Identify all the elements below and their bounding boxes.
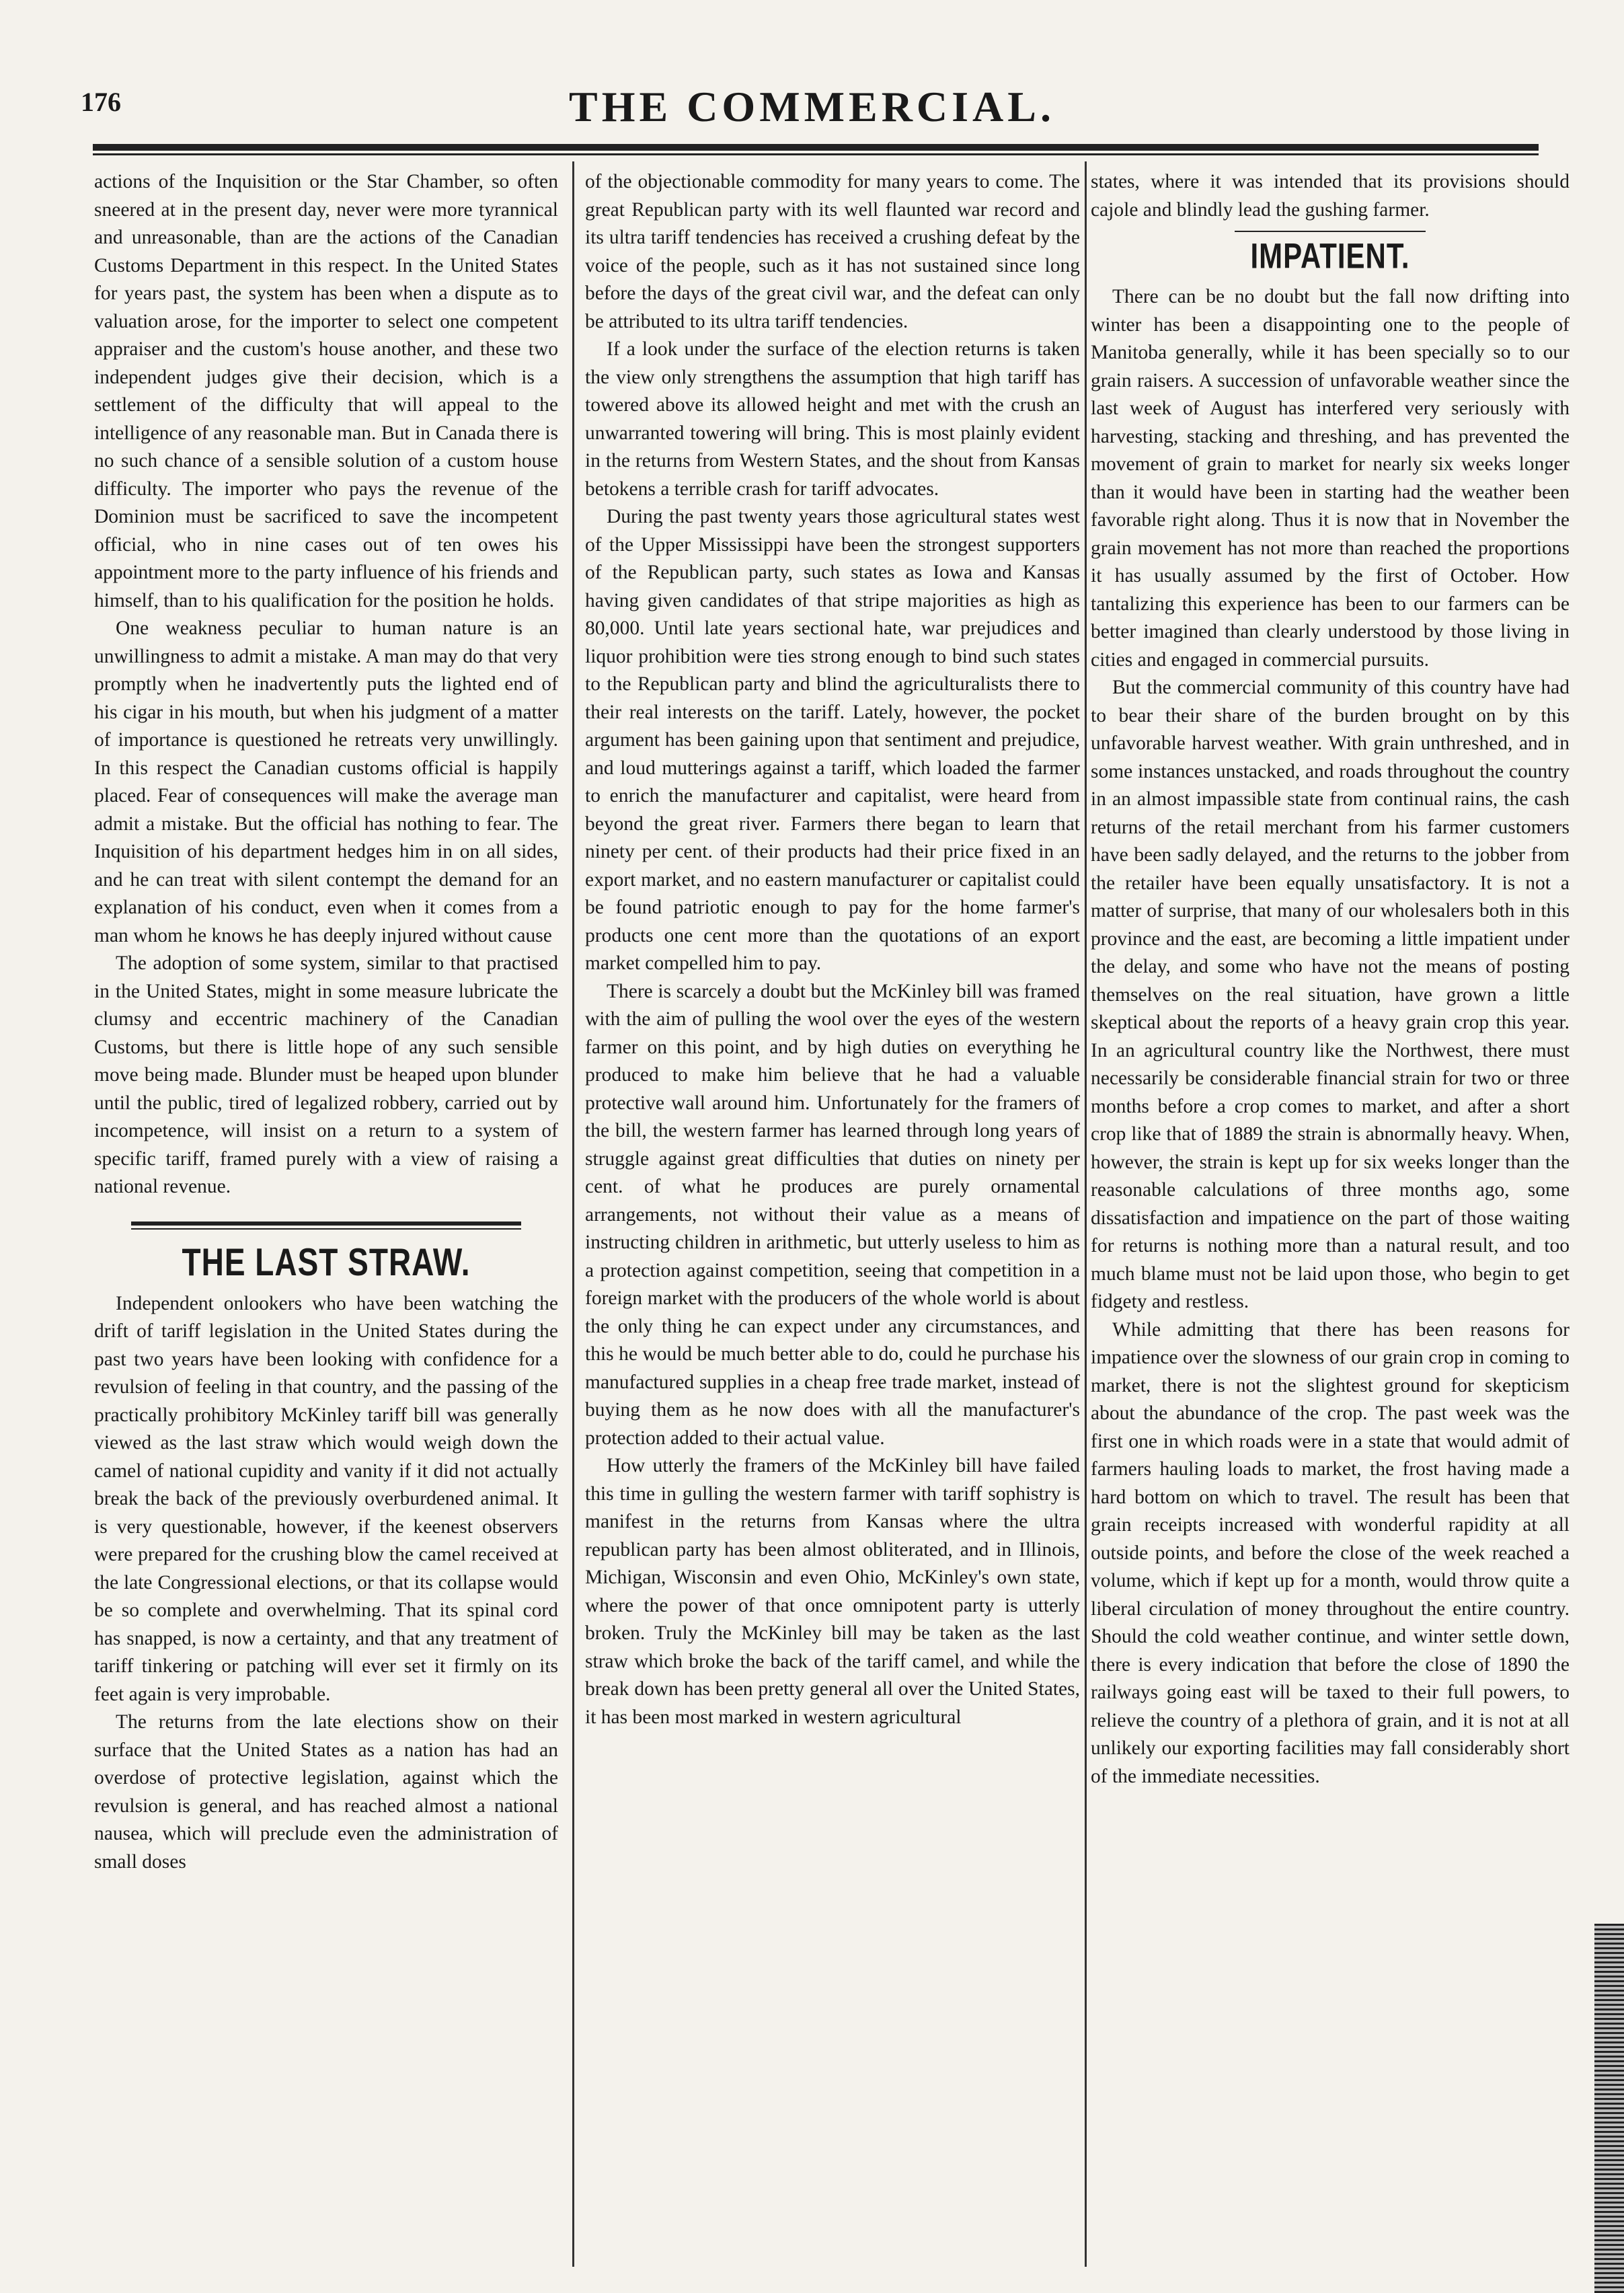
section-spacer	[94, 1201, 558, 1221]
masthead-title: THE COMMERCIAL.	[569, 83, 1055, 130]
article-paragraph: The adoption of some system, similar to that practised in the United States, might in some measure lubricate the clumsy and eccentric machinery of the Canadian Customs, but there is little hope of any such sensible move being made. Blunder must be heaped upon blunder until the public, tired of legalized robbery, carried out by incompetence, will insist on a return to a system of specific tariff, framed purely with a view of raising a national revenue.	[94, 952, 558, 1197]
article-paragraph: of the objectionable commodity for many years to come. The great Republican party with its well flaunted war record and its ultra tariff tendencies has received a crushing defeat by the voice of the people, such as it has not sustained since long before the days of the great civil war, and the defeat can only be attributed to its ultra tariff tendencies.	[585, 171, 1080, 332]
article-paragraph: But the commercial community of this country have had to bear their share of the burden brought on by this unfavorable harvest weather. With grain unthreshed, and in some instances unstacked, and roads throughout the country in an almost impassible state from continual rains, the cash returns of the retail merchant from his farmer customers have been sadly delayed, and the returns to the jobber from the retailer have been equally unsatisfactory. It is not a matter of surprise, that many of our wholesalers both in this province and the east, are becoming a little impatient under the delay, and some who have not the means of posting themselves on the real situation, have grown a little skeptical about the reports of a heavy grain crop this year. In an agricultural country like the Northwest, there must necessarily be considerable financial strain for two or three months before a crop comes to market, and after a short crop like that of 1889 the strain is abnormally heavy. When, however, the strain is kept up for six weeks longer than the reasonable calculations of three months ago, some dissatisfaction and impatience on the part of those waiting for returns is nothing more than a natural result, and too much blame must not be laid upon those, who begin to get fidgety and restless.	[1091, 677, 1570, 1312]
article-paragraph: How utterly the framers of the McKinley bill have failed this time in gulling the western farmer with tariff sophistry is manifest in the returns from Kansas where the ultra republican party has been almost obliterated, and in Illinois, Michigan, Wisconsin and even Ohio, McKinley's own state, where the power of that once omnipotent party is utterly broken. Truly the McKinley bill may be taken as the last straw which broke the back of the tariff camel, and while the break down has been pretty general all over the United States, it has been most marked in western agricultural	[585, 1455, 1080, 1728]
article-paragraph: While admitting that there has been reasons for impatience over the slowness of our grain crop in coming to market, there is not the slightest ground for skepticism about the abundance of the crop. The past week was the first one in which roads were in a state that would admit of farmers hauling loads to market, the frost having made a hard bottom on which to travel. The result has been that grain receipts increased with wonderful rapidity at all outside points, and before the close of the week reached a volume, which if kept up for a month, would throw quite a liberal circulation of money throughout the entire country. Should the cold weather continue, and winter settle down, there is every indication that before the close of 1890 the railways going east will be taxed to their full powers, to relieve the country of a plethora of grain, and it is not at all unlikely our exporting facilities may fall considerably short of the immediate necessities.	[1091, 1318, 1570, 1787]
column-2	[585, 168, 1080, 2260]
article-paragraph: If a look under the surface of the election returns is taken the view only strengthens the assumption that high tariff has towered above its allowed height and met with the crush an unwarranted towering will bring. This is most plainly evident in the returns from Western States, and the shout from Kansas betokens a terrible crash for tariff advocates.	[585, 338, 1080, 500]
headline-rule	[131, 1221, 521, 1226]
masthead-rule-thin	[93, 153, 1539, 155]
page-number: 176	[81, 87, 121, 117]
article-paragraph: One weakness peculiar to human nature is an unwillingness to admit a mistake. A man may do that very promptly when he inadvertently puts the lighted end of his cigar in his mouth, but when his judgment of a matter of importance is questioned he retreats very unwillingly. In this respect the Canadian customs official is happily placed. Fear of consequences will make the average man admit a mistake. But the official has nothing to fear. The Inquisition of his department hedges him in on all sides, and he can treat with silent contempt the demand for an explanation of his conduct, even when it comes from a man whom he knows he has deeply injured without cause	[94, 617, 558, 946]
headline-rule	[1235, 231, 1426, 232]
article-paragraph: There can be no doubt but the fall now drifting into winter has been a disappointing one to the people of Manitoba generally, while it has been specially so to our grain raisers. A succession of unfavorable weather since the last week of August has interfered very seriously with harvesting, stacking and threshing, and has prevented the movement of grain to market for nearly six weeks longer than it would have been in starting had the weather been favorable right along. Thus it is now that in November the grain movement has not more than reached the proportions it has usually assumed by the first of October. How tantalizing this experience has been to our farmers can be better imagined than clearly understood by those living in cities and engaged in commercial pursuits.	[1091, 286, 1570, 671]
article-paragraph: The returns from the late elections show on their surface that the United States as a nation has had an overdose of protective legislation, against which the revulsion is general, and has reached almost a national nausea, which will preclude even the administration of small doses	[94, 1711, 558, 1873]
article-paragraph: states, where it was intended that its provisions should cajole and blindly lead the gushing farmer.	[1091, 171, 1570, 221]
headline-last-straw: THE LAST STRAW.	[182, 1240, 471, 1283]
masthead-rule-thick	[93, 144, 1539, 151]
column-3	[1091, 168, 1570, 2260]
headline-impatient: IMPATIENT.	[1250, 236, 1410, 276]
article-paragraph: There is scarcely a doubt but the McKinley bill was framed with the aim of pulling the wool over the eyes of the western farmer on this point, and by high duties on everything he produced to make him believe that he had a valuable protective wall around him. Unfortunately for the framers of the bill, the western farmer has learned through long years of struggle against great difficulties that duties on ninety per cent. of what he produces are purely ornamental arrangements, not without their value as a means of instructing children in arithmetic, but utterly useless to him as a protection against competition, seeing that competition in a foreign market with the producers of the whole world is about the only thing he can expect under any circumstances, and this he would be much better able to do, could he purchase his manufactured supplies in a cheap free trade market, instead of buying them as he now does with all the manufacturer's protection added to their actual value.	[585, 980, 1080, 1449]
column-1	[94, 168, 558, 2260]
headline-rule	[131, 1228, 521, 1230]
column-divider	[572, 161, 574, 2267]
page-edge-binding	[1594, 1924, 1624, 2293]
article-paragraph: actions of the Inquisition or the Star Chamber, so often sneered at in the present day, never were more tyrannical and unreasonable, than are the actions of the Canadian Customs Department in this respect. In the United States for years past, the system has been when a dispute as to valuation arose, for the importer to select one competent appraiser and the custom's house another, and these two independent judges give their decision, which is a settlement of the difficulty that will appeal to the intelligence of any reasonable man. But in Canada there is no such chance of a sensible solution of a custom house difficulty. The importer who pays the revenue of the Dominion must be sacrificed to save the incompetent official, who in nine cases out of ten owes his appointment more to the party influence of his friends and himself, than to his qualification for the position he holds.	[94, 171, 558, 611]
column-divider	[1085, 161, 1087, 2267]
article-paragraph: During the past twenty years those agricultural states west of the Upper Mississippi have been the strongest supporters of the Republican party, such states as Iowa and Kansas having given candidates of that stripe majorities as high as 80,000. Until late years sectional hate, war prejudices and liquor prohibition were ties strong enough to bind such states to the Republican party and blind the agriculturalists there to their real interests on the tariff. Lately, however, the pocket argument has been gaining upon that sentiment and prejudice, and loud mutterings against a tariff, which loaded the farmer to enrich the manufacturer and capitalist, were heard from beyond the great river. Farmers there began to learn that ninety per cent. of their products had their price fixed in an export market, and no eastern manufacturer or capitalist could be found patriotic enough to pay for the home farmer's products one cent more than the quotations of an export market compelled him to pay.	[585, 506, 1080, 974]
article-paragraph: Independent onlookers who have been watching the drift of tariff legislation in the United States during the past two years have been looking with confidence for a revulsion of feeling in that country, and the passing of the practically prohibitory McKinley tariff bill was generally viewed as the last straw which would weigh down the camel of national cupidity and vanity if it did not actually break the back of the previously overburdened animal. It is very questionable, however, if the keenest observers were prepared for the crushing blow the camel received at the late Congressional elections, or that its collapse would be so complete and overwhelming. That its spinal cord has snapped, is now a certainty, and that any treatment of tariff tinkering or patching will ever set it firmly on its feet again is very improbable.	[94, 1292, 558, 1705]
